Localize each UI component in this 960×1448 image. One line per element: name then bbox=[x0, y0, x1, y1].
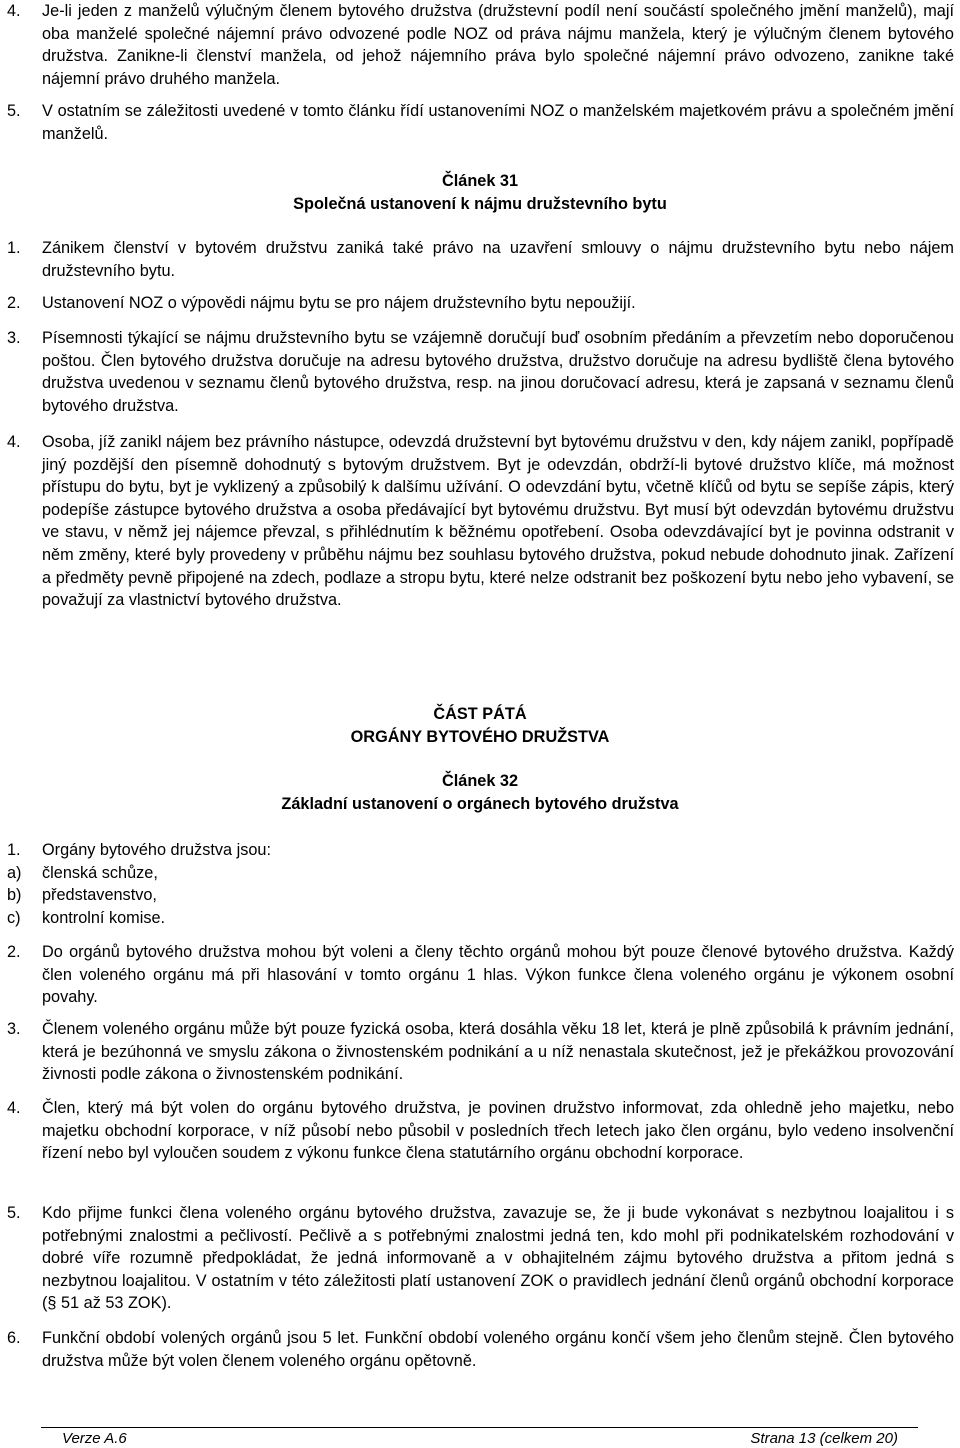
item-text: Člen, který má být volen do orgánu bytového družstva, je povinen družstvo informovat, zda ohledně jeho majetku, nebo majetku obchodní korporace, v níž působí nebo působil v posledních třech letech jako člen orgánu, bylo vedeno insolvenční řízení nebo byl vyloučen soudem z výkonu funkce člena statutárního orgánu obchodní korporace. bbox=[42, 1099, 954, 1163]
item-number: 6. bbox=[7, 1329, 21, 1347]
item-number: 1. bbox=[7, 841, 21, 859]
item-text: Ustanovení NOZ o výpovědi nájmu bytu se pro nájem družstevního bytu nepoužijí. bbox=[42, 294, 636, 312]
article-32-subtitle: Základní ustanovení o orgánech bytového družstva bbox=[281, 794, 679, 813]
part-5-heading bbox=[0, 703, 960, 748]
list-item bbox=[0, 884, 954, 907]
article-31-title: Článek 31 bbox=[441, 172, 519, 190]
item-text: Kdo přijme funkci člena voleného orgánu bytového družstva, zavazuje se, že ji bude vykonávat s nezbytnou loajalitou i s potřebnými znalostmi a pečlivostí. Pečlivě a s potřebnými znalostmi jedná ten, kdo mohl při podnikatelském rozhodování v dobré víře rozumně předpokládat, že jedná informovaně a v obhajitelném zájmu bytového družstva a přitom jedná s nezbytnou loajalitou. V ostatním v této záležitosti platí ustanovení ZOK o pravidlech jednání členů orgánů obchodní korporace (§ 51 až 53 ZOK). bbox=[42, 1204, 954, 1313]
article-32-title: Článek 32 bbox=[441, 772, 519, 790]
article-32-heading bbox=[0, 770, 960, 815]
item-number: 3. bbox=[7, 1020, 21, 1038]
item-text: Orgány bytového družstva jsou: bbox=[42, 841, 271, 859]
item-number: 4. bbox=[7, 2, 21, 20]
list-text: kontrolní komise. bbox=[42, 908, 166, 927]
paragraph-31-2 bbox=[0, 292, 960, 315]
list-text: členská schůze, bbox=[42, 863, 158, 882]
item-text: Je-li jeden z manželů výlučným členem bytového družstva (družstevní podíl není součástí společného jmění manželů), mají oba manželé společné nájemní právo odvozené podle NOZ od práva nájmu manžela, který je výlučným členem bytového družstva. Zanikne-li členství manžela, od jehož nájemního práva bylo společné nájemní právo odvozeno, zanikne také nájemní právo druhého manžela. bbox=[42, 2, 954, 88]
list-item bbox=[0, 907, 954, 930]
list-letter: b) bbox=[7, 886, 22, 905]
item-number: 4. bbox=[7, 433, 21, 451]
item-number: 3. bbox=[7, 329, 21, 347]
paragraph-30-5 bbox=[0, 100, 960, 145]
item-number: 5. bbox=[7, 1204, 21, 1222]
part-5-subtitle: ORGÁNY BYTOVÉHO DRUŽSTVA bbox=[350, 727, 610, 746]
item-text: V ostatním se záležitosti uvedené v tomto článku řídí ustanoveními NOZ o manželském majetkovém právu a společném jmění manželů. bbox=[42, 102, 954, 143]
paragraph-32-5 bbox=[0, 1202, 960, 1315]
item-text: Členem voleného orgánu může být pouze fyzická osoba, která dosáhla věku 18 let, která je plně způsobilá k právním jednání, která je bezúhonná ve smyslu zákona o živnostenském podnikání a u níž nenastala skutečnost, jež je překážkou provozování živnosti podle zákona o živnostenském podnikání. bbox=[42, 1020, 954, 1084]
item-number: 5. bbox=[7, 102, 21, 120]
paragraph-30-4 bbox=[0, 0, 960, 90]
paragraph-32-2 bbox=[0, 941, 960, 1009]
paragraph-31-1 bbox=[0, 237, 960, 282]
item-text: Písemnosti týkající se nájmu družstevního bytu se vzájemně doručují buď osobním předáním a převzetím nebo doporučenou poštou. Člen bytového družstva doručuje na adresu bytového družstva, družstvo doručuje na adresu bydliště člena bytového družstva uvedenou v seznamu členů bytového družstva, resp. na jinou doručovací adresu, která je zapsaná v seznamu členů bytového družstva. bbox=[42, 329, 954, 415]
item-number: 2. bbox=[7, 294, 21, 312]
footer-page-number: Strana 13 (celkem 20) bbox=[750, 1430, 898, 1447]
item-text: Osoba, jíž zanikl nájem bez právního nástupce, odevzdá družstevní byt bytovému družstvu v den, kdy nájem zanikl, popřípadě jiný pozdější den písemně dohodnutý s bytovým družstvem. Byt je odevzdán, obdrží-li bytové družstvo klíče, má možnost přístupu do bytu, byt je vyklizený a způsobilý k dalšímu užívání. O odevzdání bytu, včetně klíčů od bytu se sepíše zápis, který podepíše zástupce bytového družstva a osoba předávající byt bytovému družstvu. Byt musí být odevzdán bytovému družstvu ve stavu, v němž jej nájemce převzal, s přihlédnutím k běžnému opotřebení. Osoba odevzdávající byt je povinna odstranit v něm změny, které byly provedeny v průběhu nájmu bez souhlasu bytového družstva, pokud nebude dohodnuto jinak. Zařízení a předměty pevně připojené na zdech, podlaze a stropu bytu, které nelze odstranit bez poškození bytu nebo jeho vybavení, se považují za vlastnictví bytového družstva. bbox=[42, 433, 954, 610]
paragraph-32-1 bbox=[0, 839, 960, 929]
list-text: představenstvo, bbox=[42, 886, 157, 905]
paragraph-32-4 bbox=[0, 1097, 960, 1165]
paragraph-31-3 bbox=[0, 327, 960, 417]
item-number: 1. bbox=[7, 239, 21, 257]
organ-list bbox=[0, 862, 954, 930]
paragraph-31-4 bbox=[0, 431, 960, 612]
list-letter: a) bbox=[7, 863, 22, 882]
list-item bbox=[0, 862, 954, 885]
paragraph-32-6 bbox=[0, 1327, 960, 1372]
item-text: Zánikem členství v bytovém družstvu zaniká také právo na uzavření smlouvy o nájmu družstevního bytu nebo nájem družstevního bytu. bbox=[42, 239, 954, 280]
item-number: 2. bbox=[7, 943, 21, 961]
item-number: 4. bbox=[7, 1099, 21, 1117]
part-5-title: ČÁST PÁTÁ bbox=[433, 705, 527, 723]
item-text: Funkční období volených orgánů jsou 5 let. Funkční období voleného orgánu končí všem jeho členům stejně. Člen bytového družstva může být volen členem voleného orgánu opětovně. bbox=[42, 1329, 954, 1370]
footer-version: Verze A.6 bbox=[62, 1430, 127, 1447]
paragraph-32-3 bbox=[0, 1018, 960, 1086]
article-31-subtitle: Společná ustanovení k nájmu družstevního bytu bbox=[293, 194, 667, 213]
list-letter: c) bbox=[7, 908, 21, 927]
item-text: Do orgánů bytového družstva mohou být voleni a členy těchto orgánů mohou být pouze členové bytového družstva. Každý člen voleného orgánu má při hlasování v tomto orgánu 1 hlas. Výkon funkce člena voleného orgánu je výkonem osobní povahy. bbox=[42, 943, 954, 1007]
footer-divider bbox=[41, 1427, 918, 1428]
article-31-heading bbox=[0, 170, 960, 215]
